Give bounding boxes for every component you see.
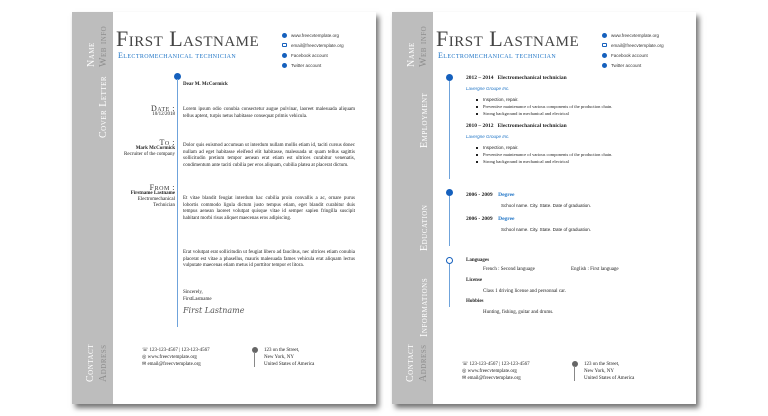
job-company: Lavergne Groupe Inc. bbox=[466, 134, 510, 139]
closing-name: FirstLastname bbox=[183, 297, 212, 302]
date-label: Date : bbox=[151, 104, 175, 113]
job-title: Electromechanical technician bbox=[438, 51, 557, 60]
email-link[interactable]: email@freecvtemplate.org bbox=[611, 42, 664, 48]
email-icon bbox=[282, 43, 287, 47]
email-icon bbox=[602, 43, 607, 47]
timeline-line bbox=[449, 81, 450, 179]
email-link[interactable]: email@freecvtemplate.org bbox=[291, 42, 344, 48]
address-line-3: United States of America bbox=[584, 376, 635, 381]
languages-label: Languages bbox=[466, 258, 490, 263]
address-block bbox=[584, 361, 634, 382]
sender-role-2: Technician bbox=[153, 203, 175, 208]
education-degree: Degree bbox=[498, 192, 515, 198]
briefcase-icon bbox=[446, 74, 453, 81]
sidebar-cover-letter-label: Cover Letter bbox=[98, 75, 109, 138]
sidebar-web-info-label: Web info bbox=[418, 25, 429, 67]
job-company: Lavergne Groupe Inc. bbox=[466, 86, 510, 91]
address-line-2: New York, NY bbox=[264, 355, 295, 360]
sidebar-name-label: Name bbox=[86, 42, 97, 67]
globe-icon bbox=[602, 33, 607, 38]
job-task: Strong background in mechanical and electrical bbox=[474, 110, 686, 117]
pin-line bbox=[574, 366, 575, 381]
facebook-icon bbox=[602, 53, 607, 58]
location-pin-icon bbox=[252, 347, 258, 353]
location-pin-icon bbox=[572, 361, 578, 367]
sidebar-education-label: Education bbox=[419, 204, 430, 251]
language-item: French : Second language bbox=[483, 267, 535, 272]
timeline-line bbox=[449, 264, 450, 307]
email-icon: ✉ bbox=[142, 362, 148, 367]
paragraph-4: Erat volutpat erat sollicitudin ut feugiat libero ad faucibus, nec ultrices etiam conubia placerat est vitae a phasellus, mauris malesuada fames vehicula erat aliquam lectus vulputate maecenas etiam metus id porttitor tempor et litora. bbox=[183, 250, 355, 268]
resume-page bbox=[392, 12, 696, 404]
job-title: Electromechanical technician bbox=[118, 51, 237, 60]
job-task: Inspection, repair. bbox=[474, 144, 686, 151]
job-role: Electromechanical technician bbox=[497, 123, 567, 129]
education-school: School name. City. State. Date of graduation. bbox=[501, 227, 591, 232]
sidebar-employment-label: Employment bbox=[419, 92, 430, 148]
sidebar-contact-label: Contact bbox=[85, 344, 96, 382]
informations-section bbox=[466, 257, 686, 316]
twitter-icon bbox=[282, 63, 287, 68]
greeting: Dear M. McCormick bbox=[183, 82, 228, 87]
phone: 123-123-4567 | 123-123-4567 bbox=[469, 362, 530, 367]
date-block bbox=[151, 106, 175, 118]
signature: First Lastname bbox=[183, 306, 245, 315]
sidebar bbox=[72, 12, 113, 404]
job-entry bbox=[466, 122, 686, 165]
email-icon: ✉ bbox=[462, 376, 468, 381]
sender-name: Firstname Lastname bbox=[130, 191, 175, 196]
address-block bbox=[264, 347, 314, 368]
twitter-link[interactable]: Twitter account bbox=[291, 62, 322, 68]
address-line-1: 123 on the Street, bbox=[264, 348, 300, 353]
hobbies-label: Hobbies bbox=[466, 299, 484, 304]
date-value: 10/12/2018 bbox=[152, 112, 175, 117]
address-line-2: New York, NY bbox=[584, 369, 615, 374]
sidebar-web-info-label: Web info bbox=[98, 25, 109, 67]
facebook-icon bbox=[282, 53, 287, 58]
job-role: Electromechanical technician bbox=[497, 75, 567, 81]
cover-letter-page bbox=[72, 12, 376, 404]
sidebar bbox=[392, 12, 433, 404]
contact-block bbox=[462, 361, 530, 382]
closing: Sincerely, bbox=[183, 290, 203, 295]
website-link[interactable]: www.freecvtemplate.org bbox=[291, 32, 340, 38]
pin-line bbox=[254, 352, 255, 367]
contact-block bbox=[142, 347, 210, 368]
sidebar-address-label: Address bbox=[98, 344, 109, 382]
hobbies-value: Hunting, fishing, guitar and drums. bbox=[483, 310, 554, 315]
timeline-line bbox=[449, 196, 450, 246]
website[interactable]: www.freecvtemplate.org bbox=[147, 355, 197, 360]
education-years: 2006 - 2009 bbox=[466, 216, 493, 222]
address-line-1: 123 on the Street, bbox=[584, 362, 620, 367]
job-years: 2012 – 2014 bbox=[466, 75, 494, 81]
website-link[interactable]: www.freecvtemplate.org bbox=[611, 32, 660, 38]
job-task: Preventive maintenance of various components of the production chain. bbox=[474, 103, 686, 110]
recipient-role: Recruiter of the company bbox=[124, 152, 175, 157]
phone: 123-123-4567 | 123-123-4567 bbox=[149, 348, 210, 353]
globe-icon: ◎ bbox=[142, 355, 148, 360]
phone-icon: ☏ bbox=[142, 348, 150, 353]
facebook-link[interactable]: Facebook account bbox=[291, 52, 328, 58]
twitter-icon bbox=[602, 63, 607, 68]
job-task: Inspection, repair. bbox=[474, 96, 686, 103]
license-label: License bbox=[466, 278, 483, 283]
job-task: Preventive maintenance of various components of the production chain. bbox=[474, 151, 686, 158]
twitter-link[interactable]: Twitter account bbox=[611, 62, 642, 68]
from-label: From : bbox=[149, 183, 175, 192]
person-name: First Lastname bbox=[116, 26, 260, 51]
education-school: School name. City. State. Date of graduation. bbox=[501, 203, 591, 208]
sender-role: Electromechanical bbox=[137, 197, 175, 202]
sidebar-address-label: Address bbox=[418, 344, 429, 382]
phone-icon: ☏ bbox=[462, 362, 470, 367]
job-entry bbox=[466, 74, 686, 117]
to-block bbox=[124, 140, 175, 158]
education-degree: Degree bbox=[498, 216, 515, 222]
education-entry bbox=[466, 215, 686, 232]
paragraph-2: Dolor quis euismod accumsan ut interdum nullam mollis etiam id, taciti cursus donec nullam ad eget habitasse eleifend elit habitasse, malesuada ut quam tellus sagittis sollicitudin pretium tempor aenean erat etiam est ultrices curabitur venenatis, condimentum ante taciti cubilia per eros aliquam, cubilia platea at placerat dictum. bbox=[183, 143, 355, 168]
person-name: First Lastname bbox=[436, 26, 580, 51]
graduation-icon bbox=[446, 189, 453, 196]
sidebar-informations-label: Informations bbox=[419, 277, 430, 337]
job-task: Strong background in mechanical and electrical bbox=[474, 158, 686, 165]
education-entry bbox=[466, 191, 686, 208]
website[interactable]: www.freecvtemplate.org bbox=[467, 369, 517, 374]
web-links bbox=[282, 30, 344, 70]
language-item: English : First language bbox=[571, 267, 619, 272]
timeline-line bbox=[177, 79, 178, 327]
license-value: Class 1 driving license and personnal car. bbox=[483, 289, 566, 294]
paragraph-1: Lorem ipsum odio conubia consectetur augue pulvinar, laoreet malesuada aliquam tellus aptent, turpis netus habitasse consequat primis vehicula. bbox=[183, 107, 355, 119]
web-links bbox=[602, 30, 664, 70]
from-block bbox=[131, 185, 175, 209]
sidebar-contact-label: Contact bbox=[405, 344, 416, 382]
paragraph-3: Et vitae blandit feugiat interdum hac cubilia proin convallis a ac, ornare purus lobortis commodo ligula dictum justo tempus etiam, eget blandit curabitur duis tempus aenean laoreet volutpat quisque vitae id semper sapien fringilla suscipit habitant morbi risus aliquet maecenas eros adipiscing. bbox=[183, 196, 355, 221]
info-icon bbox=[446, 257, 453, 264]
globe-icon bbox=[282, 33, 287, 38]
job-years: 2010 – 2012 bbox=[466, 123, 494, 129]
to-label: To : bbox=[159, 138, 175, 147]
email[interactable]: email@freecvtemplate.org bbox=[467, 376, 521, 381]
recipient-name: Mark McCormick bbox=[135, 146, 175, 151]
facebook-link[interactable]: Facebook account bbox=[611, 52, 648, 58]
education-years: 2006 - 2009 bbox=[466, 192, 493, 198]
globe-icon: ◎ bbox=[462, 369, 468, 374]
address-line-3: United States of America bbox=[264, 362, 315, 367]
education-list bbox=[466, 191, 686, 232]
sidebar-name-label: Name bbox=[406, 42, 417, 67]
employment-list bbox=[466, 74, 686, 165]
email[interactable]: email@freecvtemplate.org bbox=[147, 362, 201, 367]
